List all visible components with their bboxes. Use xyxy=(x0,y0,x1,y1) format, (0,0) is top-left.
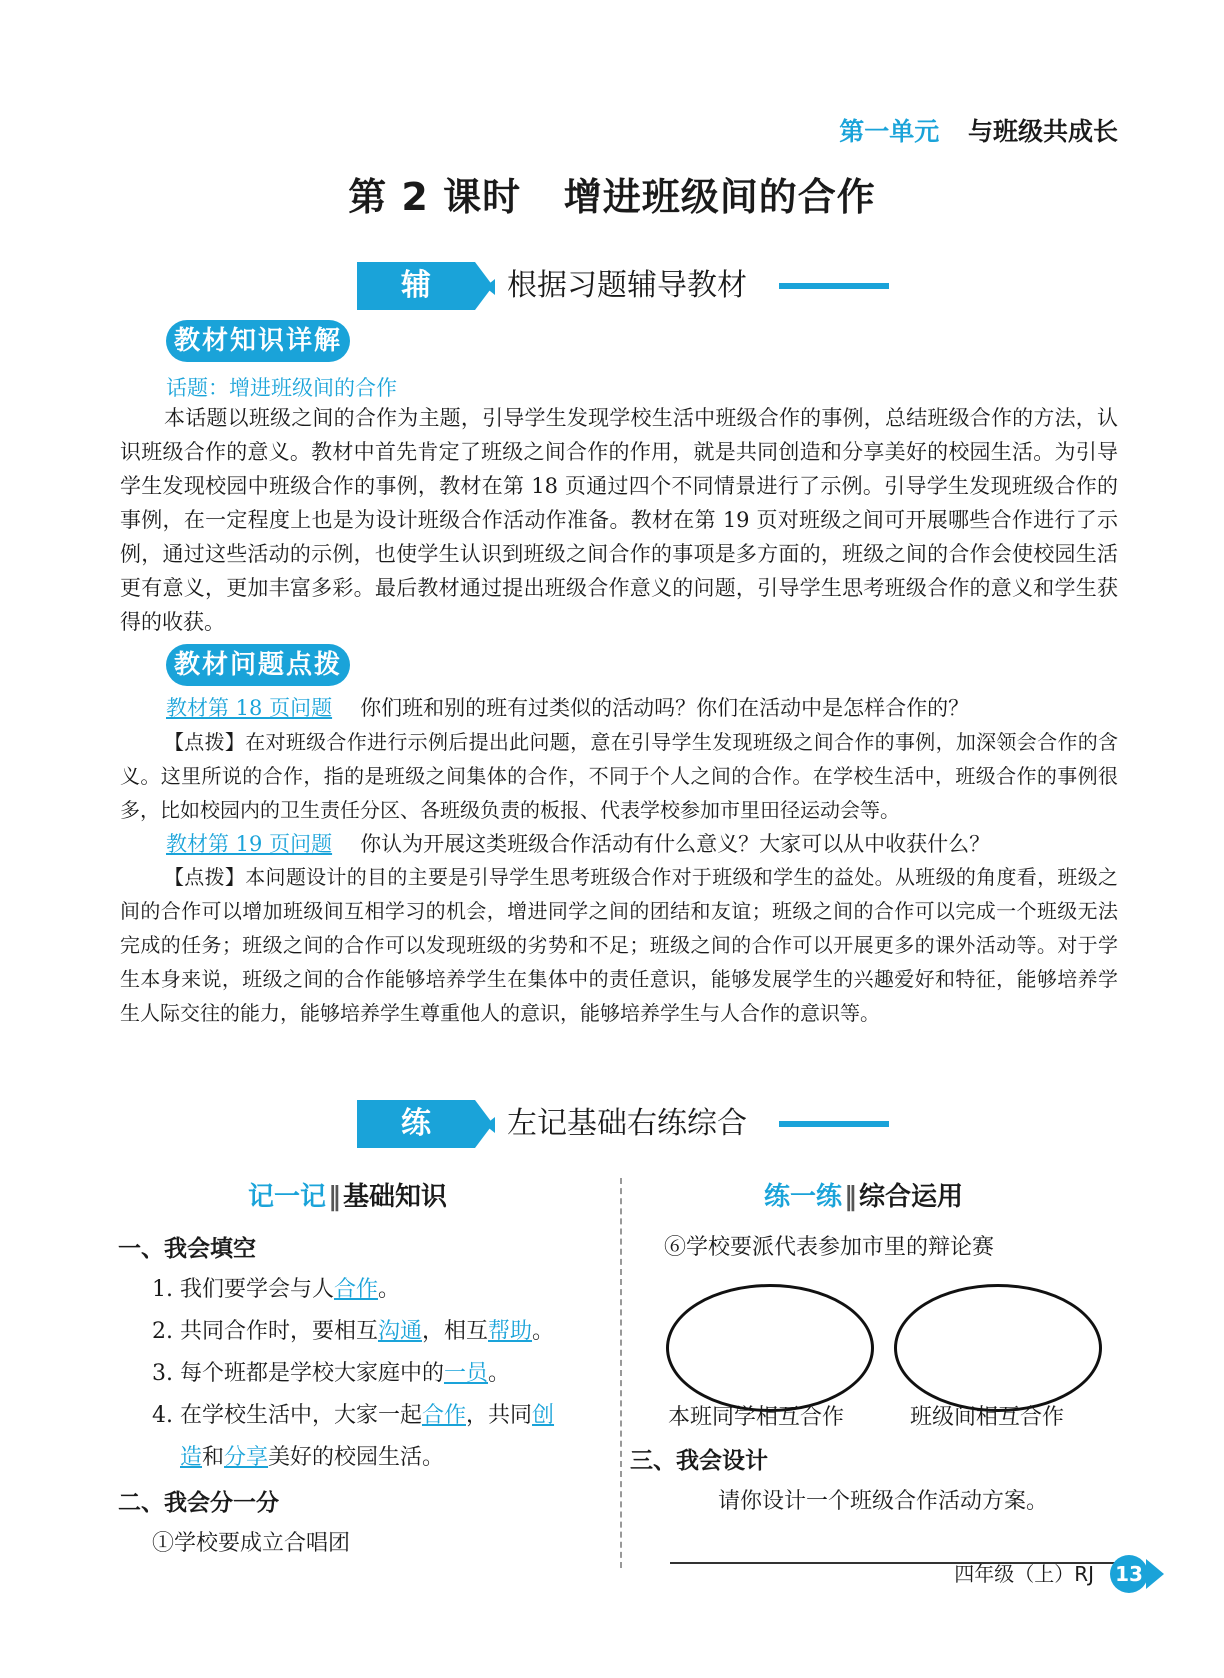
answer-2 xyxy=(120,860,1118,1030)
fill-item-2-mid: ，相互 xyxy=(422,1319,489,1344)
question-2 xyxy=(166,828,990,858)
circle-2-label: 班级间相互合作 xyxy=(910,1405,1065,1430)
fill-item-4-text: 4. 在学校生活中，大家一起 xyxy=(152,1403,422,1428)
circle-between-classes xyxy=(894,1284,1102,1412)
column-divider xyxy=(620,1178,622,1568)
classify-item-1: ①学校要成立合唱团 xyxy=(152,1531,351,1556)
circle-1-label: 本班同学相互合作 xyxy=(668,1405,845,1430)
guide-banner-text: 根据习题辅导教材 xyxy=(507,268,747,303)
fill-item-3-end: 。 xyxy=(488,1361,511,1386)
right-title-a: 练一练 xyxy=(764,1182,843,1212)
topic-heading: 话题：增进班级间的合作 xyxy=(166,376,397,400)
fill-item-1-end: 。 xyxy=(378,1277,401,1302)
knowledge-paragraph xyxy=(120,401,1118,639)
answer-1-text: 【点拨】在对班级合作进行示例后提出此问题，意在引导学生发现班级之间合作的事例，加深领会合作的含义。这里所说的合作，指的是班级之间集体的合作，不同于个人之间的合作。在学校生活中，班级合作的事例很多，比如校园内的卫生责任分区、各班级负责的板报、代表学校参加市里田径运动会等。 xyxy=(120,730,1118,822)
right-column-title xyxy=(764,1176,963,1213)
fill-item-3 xyxy=(152,1356,510,1387)
answer-1 xyxy=(120,725,1118,827)
fill-item-4 xyxy=(152,1398,554,1429)
fill-answer: 创 xyxy=(532,1403,555,1428)
banner-arrow-icon xyxy=(485,1117,495,1133)
classify-item-6: ⑥学校要派代表参加市里的辩论赛 xyxy=(664,1235,995,1260)
practice-banner-text: 左记基础右练综合 xyxy=(507,1106,747,1141)
question-1-text: 你们班和别的班有过类似的活动吗？你们在活动中是怎样合作的？ xyxy=(360,696,970,720)
part1-heading: 一、我会填空 xyxy=(118,1236,256,1262)
title-separator: ‖ xyxy=(328,1182,342,1212)
fill-answer: 一员 xyxy=(443,1361,488,1386)
guide-tag: 辅 导 xyxy=(357,262,475,310)
page-title: 第 2 课时 增进班级间的合作 xyxy=(348,175,876,219)
fill-answer: 分享 xyxy=(224,1445,269,1470)
design-prompt: 请你设计一个班级合作活动方案。 xyxy=(718,1489,1049,1514)
fill-answer: 合作 xyxy=(333,1277,378,1302)
fill-answer: 帮助 xyxy=(488,1319,533,1344)
question-2-text: 你认为开展这类班级合作活动有什么意义？大家可以从中收获什么？ xyxy=(360,832,991,856)
practice-tag: 练 习 xyxy=(357,1100,475,1148)
left-title-a: 记一记 xyxy=(248,1182,327,1212)
part2-heading: 二、我会分一分 xyxy=(118,1490,279,1516)
title-separator: ‖ xyxy=(844,1182,858,1212)
question-2-label: 教材第 19 页问题 xyxy=(166,832,333,856)
question-1 xyxy=(166,692,969,722)
answer-2-text: 【点拨】本问题设计的目的主要是引导学生思考班级合作对于班级和学生的益处。从班级的角度看，班级之间的合作可以增加班级间互相学习的机会，增进同学之间的团结和友谊；班级之间的合作可以完成一个班级无法完成的任务；班级之间的合作可以发现班级的劣势和不足；班级之间的合作可以开展更多的课外活动等。对于学生本身来说，班级之间的合作能够培养学生在集体中的责任意识，能够发展学生的兴趣爱好和特征，能够培养学生人际交往的能力，能够培养学生尊重他人的意识，能够培养学生与人合作的意识等。 xyxy=(120,865,1118,1025)
right-title-b: 综合运用 xyxy=(859,1182,964,1212)
question-1-label: 教材第 18 页问题 xyxy=(166,696,333,720)
part3-heading: 三、我会设计 xyxy=(630,1448,768,1474)
footer-grade: 四年级（上）RJ xyxy=(954,1562,1094,1586)
section-label-knowledge: 教材知识详解 xyxy=(166,320,350,362)
fill-item-2-text: 2. 共同合作时，要相互 xyxy=(152,1319,378,1344)
banner-line xyxy=(779,1121,889,1127)
fill-item-4-and: 和 xyxy=(202,1445,225,1470)
fill-item-4-cont xyxy=(180,1440,444,1471)
section-label-questions: 教材问题点拨 xyxy=(166,644,350,686)
page-arrow-icon xyxy=(1146,1559,1164,1589)
unit-number: 第一单元 xyxy=(839,117,940,146)
fill-answer: 合作 xyxy=(421,1403,466,1428)
knowledge-text: 本话题以班级之间的合作为主题，引导学生发现学校生活中班级合作的事例，总结班级合作的方法，认识班级合作的意义。教材中首先肯定了班级之间合作的作用，就是共同创造和分享美好的校园生活。为引导学生发现校园中班级合作的事例，教材在第 18 页通过四个不同情景进行了示例。引导学生发现班级合作的事例，在一定程度上也是为设计班级合作活动作准备。教材在第 19 页对班级之间可开展哪些合作进行了示例，通过这些活动的示例，也使学生认识到班级之间合作的事项是多方面的，班级之间的合作会使校园生活更有意义，更加丰富多彩。最后教材通过提出班级合作意义的问题，引导学生思考班级合作的意义和学生获得的收获。 xyxy=(120,406,1118,634)
fill-item-2 xyxy=(152,1314,554,1345)
left-column-title xyxy=(248,1176,447,1213)
fill-answer: 沟通 xyxy=(377,1319,422,1344)
fill-answer: 造 xyxy=(180,1445,203,1470)
page-number: 13 xyxy=(1110,1555,1148,1593)
fill-item-4-mid: ，共同 xyxy=(466,1403,533,1428)
fill-item-2-end: 。 xyxy=(532,1319,555,1344)
unit-header xyxy=(839,112,1118,148)
fill-item-4-end: 美好的校园生活。 xyxy=(268,1445,445,1470)
circle-own-class xyxy=(666,1284,874,1412)
unit-title: 与班级共成长 xyxy=(967,117,1118,146)
banner-line xyxy=(779,283,889,289)
left-title-b: 基础知识 xyxy=(343,1182,448,1212)
fill-item-1 xyxy=(152,1272,400,1303)
banner-arrow-icon xyxy=(485,279,495,295)
fill-item-1-text: 1. 我们要学会与人 xyxy=(152,1277,334,1302)
fill-item-3-text: 3. 每个班都是学校大家庭中的 xyxy=(152,1361,444,1386)
